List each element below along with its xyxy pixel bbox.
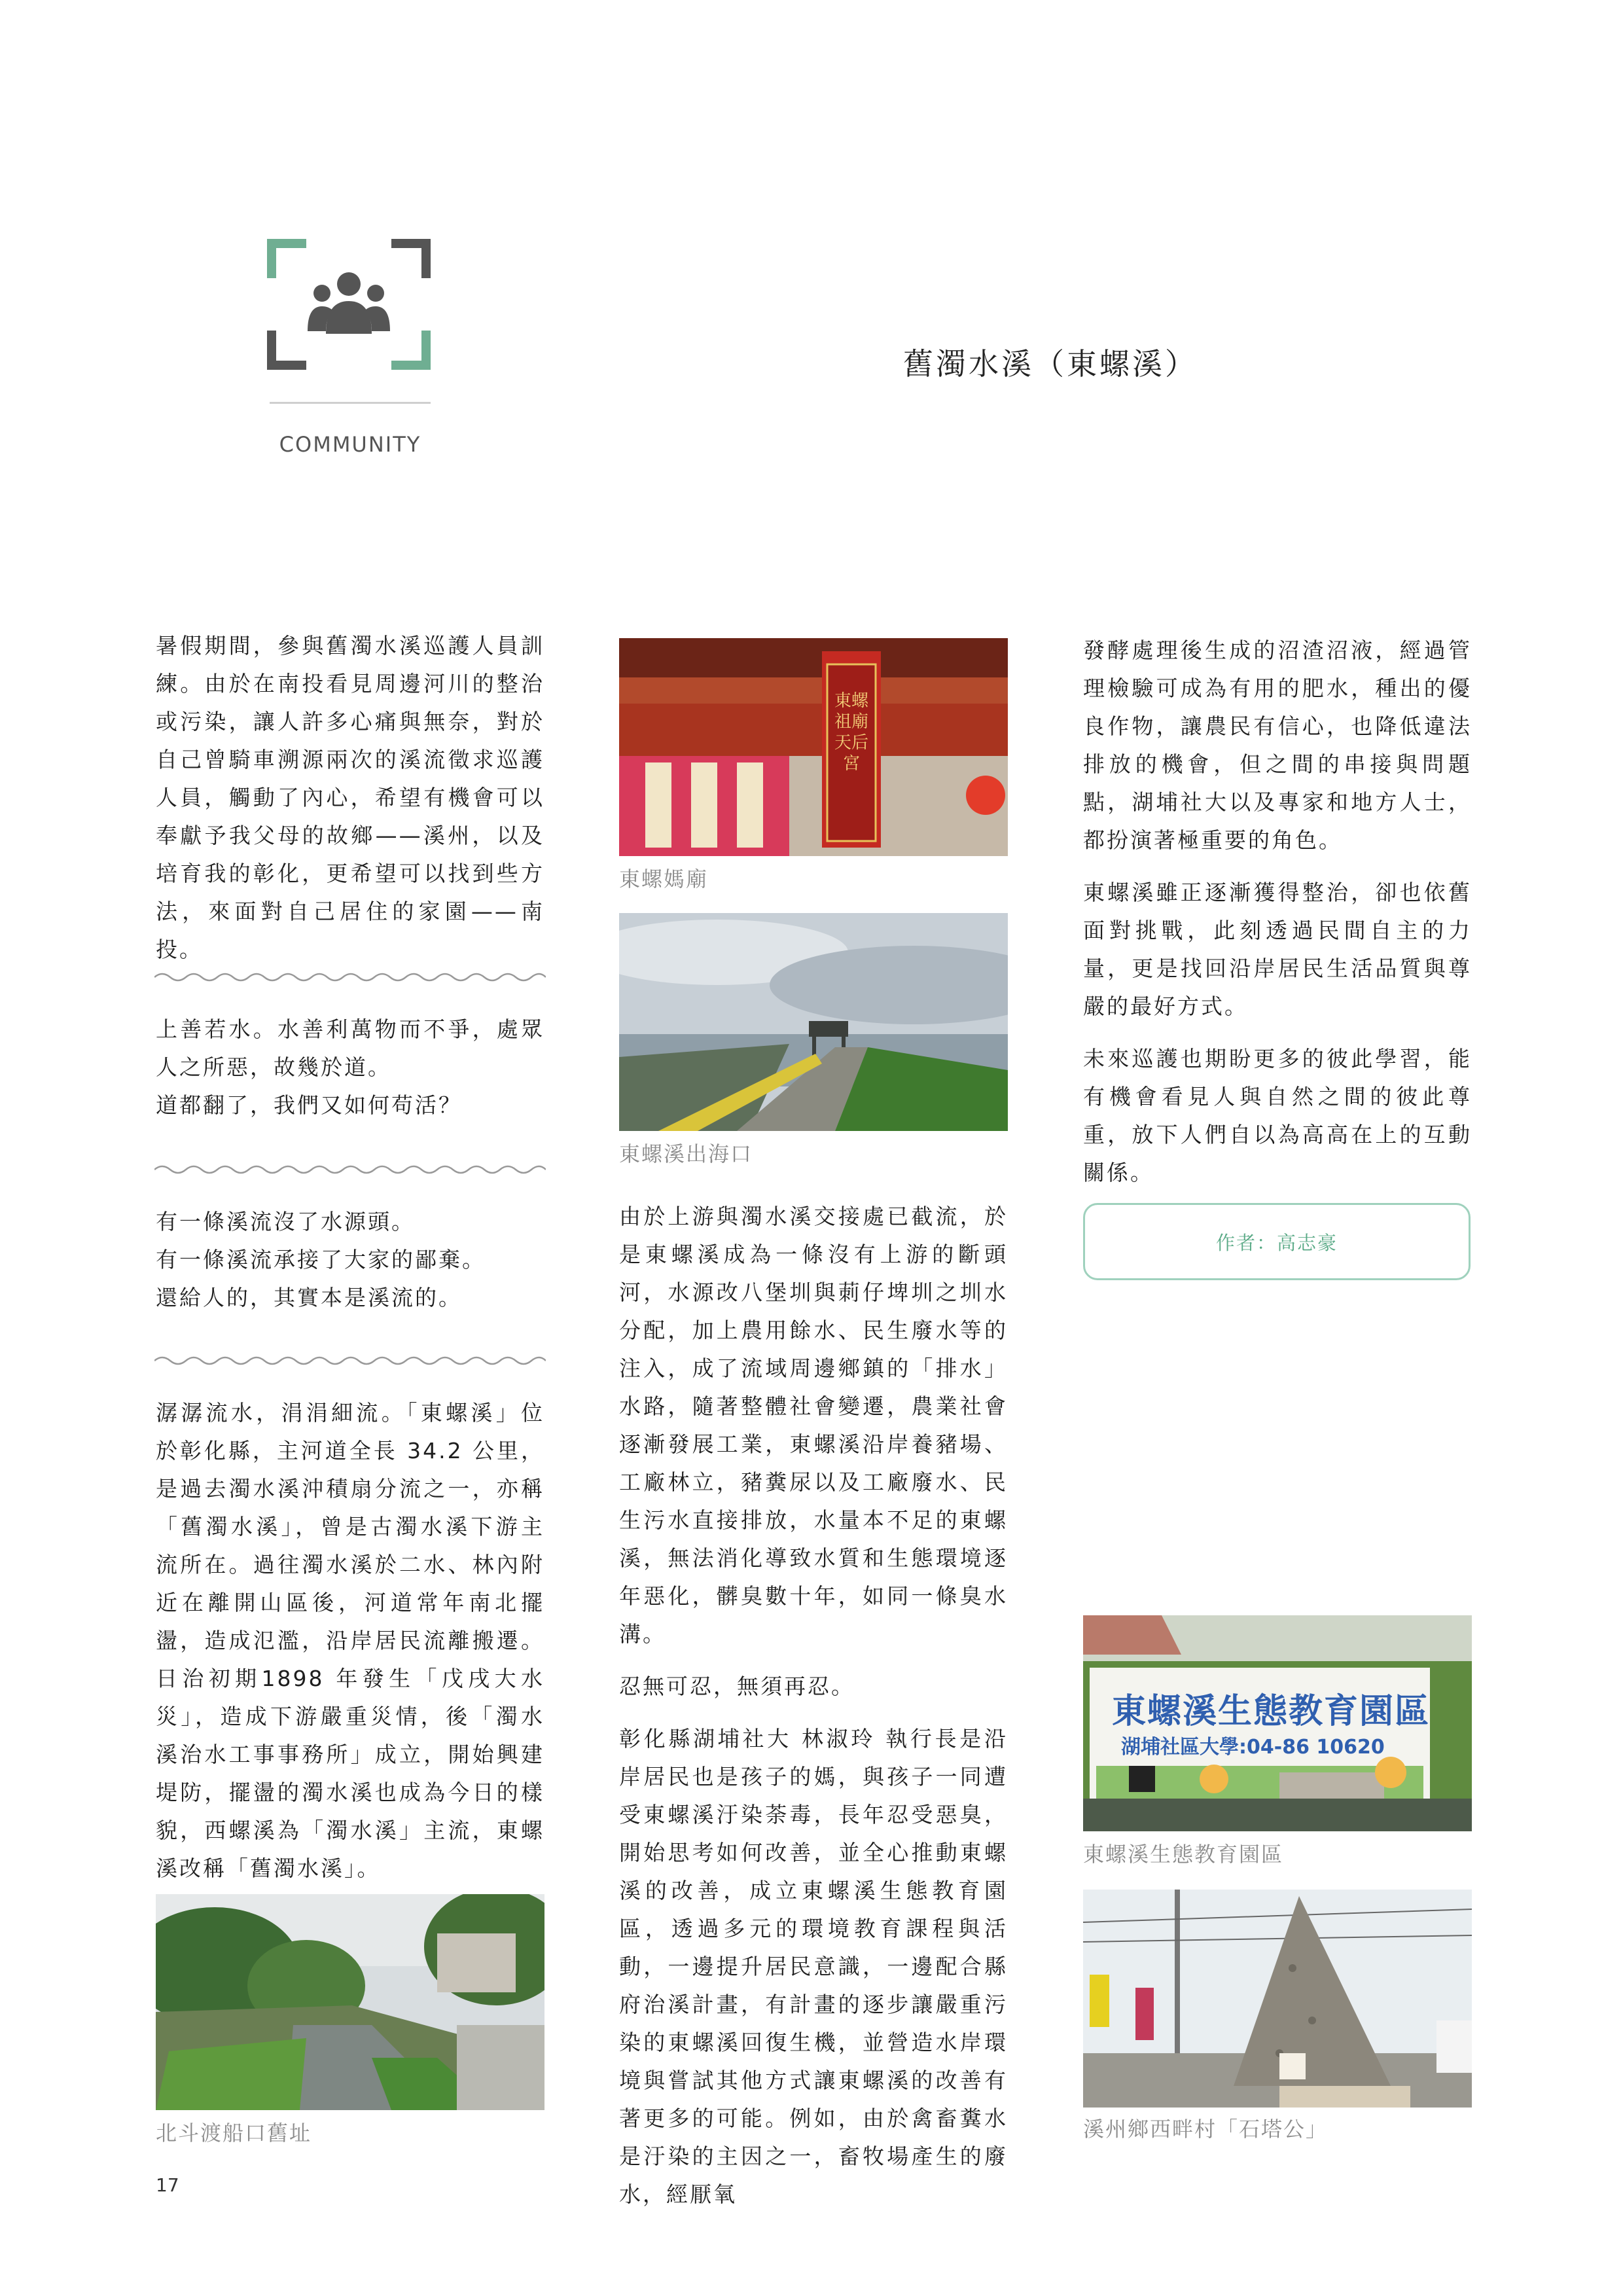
column1-paragraph3 [156,1203,544,1317]
wave-divider [154,1352,546,1369]
column1-paragraph4 [156,1394,544,1888]
body-text: 有一條溪流沒了水源頭。 [156,1209,415,1234]
header-divider [270,402,431,404]
body-text: 還給人的，其實本是溪流的。 [156,1285,462,1310]
wave-divider [154,1161,546,1178]
author-credit: 作者：高志豪 [1215,1231,1338,1254]
community-logo [267,239,431,370]
column1-paragraph1 [156,627,544,969]
body-text: 忍無可忍，無須再忍。 [619,1674,855,1699]
photo-caption: 北斗渡船口舊址 [156,2121,312,2145]
body-text: 有一條溪流承接了大家的鄙棄。 [156,1247,486,1272]
author-box [1083,1203,1471,1280]
photo-caption: 溪州鄉西畔村「石塔公」 [1083,2117,1329,2142]
body-text: 上善若水。水善利萬物而不爭，處眾人之所惡，故幾於道。 [156,1016,544,1080]
frame-corner-bottom-left [267,331,306,370]
photo-estuary [619,913,1008,1131]
body-text: 未來巡護也期盼更多的彼此學習，能有機會看見人與自然之間的彼此尊重，放下人們自以為高高在上的互動關係。 [1083,1046,1472,1185]
park-sign-title: 東螺溪生態教育園區 [1112,1692,1431,1731]
page-title: 舊濁水溪（東螺溪） [903,346,1198,382]
body-text: 由於上游與濁水溪交接處已截流，於是東螺溪成為一條沒有上游的斷頭河，水源改八堡圳與莿仔埤圳之圳水分配，加上農用餘水、民生廢水等的注入，成了流域周邊鄉鎮的「排水」水路，隨著整體社會變遷，農業社會逐漸發展工業，東螺溪沿岸養豬場、工廠林立，豬糞尿以及工廠廢水、民生污水直接排放，水量本不足的東螺溪，無法消化導致水質和生態環境逐年惡化，髒臭數十年，如同一條臭水溝。 [619,1204,1008,1647]
photo-ferry-site [156,1894,544,2110]
wave-divider [154,969,546,986]
column3-text [1083,632,1472,1192]
section-label: COMMUNITY [279,432,421,457]
frame-corner-top-right [391,239,431,278]
page-number: 17 [156,2174,179,2196]
photo-eco-park [1083,1615,1472,1831]
body-text: 東螺溪雖正逐漸獲得整治，卻也依舊面對挑戰，此刻透過民間自主的力量，更是找回沿岸居民生活品質與尊嚴的最好方式。 [1083,880,1472,1019]
body-text: 潺潺流水，涓涓細流。「東螺溪」位於彰化縣，主河道全長 34.2 公里，是過去濁水溪沖積扇分流之一，亦稱「舊濁水溪」，曾是古濁水溪下游主流所在。過往濁水溪於二水、林內附近在離開山區後，河道常年南北擺盪，造成氾濫，沿岸居民流離搬遷。日治初期1898 年發生「戊戌大水災」，造成下游嚴重災情，後「濁水溪治水工事事務所」成立，開始興建堤防，擺盪的濁水溪也成為今日的樣貌，西螺溪為「濁水溪」主流，東螺溪改稱「舊濁水溪」。 [156,1400,544,1881]
body-text: 暑假期間，參與舊濁水溪巡護人員訓練。由於在南投看見周邊河川的整治或污染，讓人許多心痛與無奈，對於自己曾騎車溯源兩次的溪流徵求巡護人員，觸動了內心，希望有機會可以奉獻予我父母的故鄉——溪州，以及培育我的彰化，更希望可以找到些方法，來面對自己居住的家園——南投。 [156,633,544,962]
photo-temple [619,638,1008,856]
community-people-icon [306,268,391,340]
temple-sign-text: 東螺祖廟天后宮 [834,691,868,774]
frame-corner-top-left [267,239,306,278]
column1-paragraph2 [156,1011,544,1124]
photo-stone-tower [1083,1890,1472,2108]
column2-text [619,1198,1008,2214]
photo-caption: 東螺溪生態教育園區 [1083,1842,1284,1867]
frame-corner-bottom-right [391,331,431,370]
body-text: 發酵處理後生成的沼渣沼液，經過管理檢驗可成為有用的肥水，種出的優良作物，讓農民有信心，也降低違法排放的機會，但之間的串接與問題點，湖埔社大以及專家和地方人士，都扮演著極重要的角色。 [1083,637,1472,853]
park-sign-phone: 湖埔社區大學:04-86 10620 [1121,1736,1385,1759]
photo-caption: 東螺媽廟 [619,867,709,891]
body-text: 彰化縣湖埔社大 林淑玲 執行長是沿岸居民也是孩子的媽，與孩子一同遭受東螺溪汙染荼毒，長年忍受惡臭，開始思考如何改善，並全心推動東螺溪的改善，成立東螺溪生態教育園區，透過多元的環境教育課程與活動，一邊提升居民意識，一邊配合縣府治溪計畫，有計畫的逐步讓嚴重污染的東螺溪回復生機，並營造水岸環境與嘗試其他方式讓東螺溪的改善有著更多的可能。例如，由於禽畜糞水是汙染的主因之一，畜牧場產生的廢水，經厭氧 [619,1726,1008,2207]
photo-caption: 東螺溪出海口 [619,1141,753,1166]
body-text: 道都翻了，我們又如何苟活？ [156,1092,462,1118]
